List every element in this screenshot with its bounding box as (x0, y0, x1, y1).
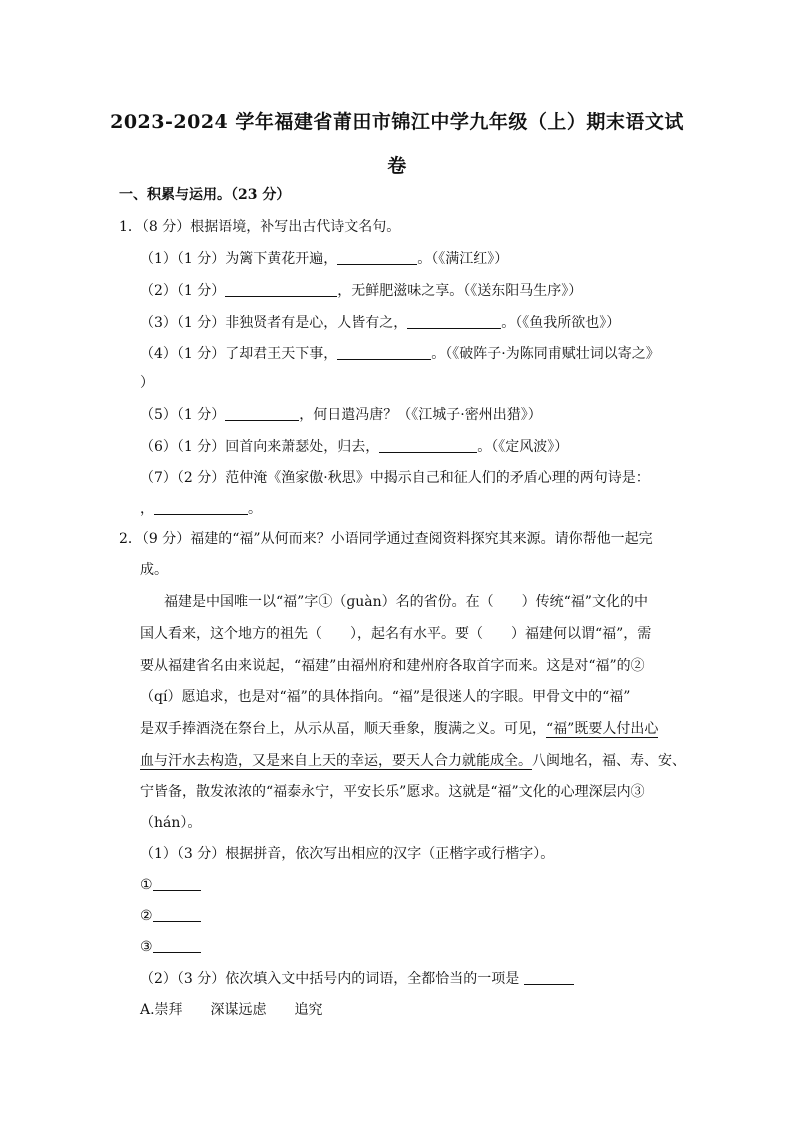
q1-item-4: （4）（1 分）了却君王天下事， 。（《破阵子·为陈同甫赋壮词以寄之》 (140, 346, 660, 362)
passage-line-5: 是双手捧酒浇在祭台上，从示从畐，顺天垂象，腹满之义。可见，“福”既要人付出心 (140, 721, 659, 737)
passage-line-8: （hán）。 (140, 815, 202, 831)
passage-line-3: 要从福建省名由来说起，“福建”由福州府和建州府各取首字而来。这是对“福”的② (140, 658, 645, 674)
underlined-sentence: 血与汗水去构造，又是来自上天的幸运，要天人合力就能成全。 (140, 753, 532, 769)
q1-item-3: （3）（1 分）非独贤者有是心，人皆有之， 。（《鱼我所欲也》） (140, 315, 621, 331)
answer-blank[interactable] (407, 314, 501, 329)
q1-item-7: （7）（2 分）范仲淹《渔家傲·秋思》中揭示自己和征人们的矛盾心理的两句诗是： (140, 470, 650, 486)
answer-blank[interactable] (153, 876, 201, 891)
q2-stem-line1: 2．（9 分）福建的“福”从何而来？小语同学通过查阅资料探究其来源。请你帮他一起完 (119, 531, 653, 547)
answer-blank[interactable] (153, 938, 201, 953)
char-blank-1: ① (140, 875, 201, 895)
passage-line-7: 宁皆备，散发浓浓的“福泰永宁，平安长乐”愿求。这就是“福”文化的心理深层内③ (140, 784, 645, 800)
answer-blank[interactable] (225, 406, 299, 421)
answer-blank[interactable] (379, 438, 477, 453)
passage-line-6: 血与汗水去构造，又是来自上天的幸运，要天人合力就能成全。八闽地名，福、寿、安、 (140, 753, 686, 769)
q2-sub-1: （1）（3 分）根据拼音，依次写出相应的汉字（正楷字或行楷字）。 (140, 846, 555, 862)
option-a[interactable]: A.崇拜 深谋远虑 追究 (140, 1002, 323, 1018)
q1-item-5: （5）（1 分） ，何日遣冯唐？（《江城子·密州出猎》） (140, 407, 542, 423)
char-blank-2: ② (140, 906, 201, 926)
answer-blank[interactable] (154, 500, 248, 515)
exam-title-line1: 2023-2024 学年福建省莆田市锦江中学九年级（上）期末语文试 (110, 111, 684, 133)
char-blank-3: ③ (140, 937, 201, 957)
answer-blank[interactable] (524, 970, 574, 985)
q1-item-4-cont: ） (140, 375, 154, 391)
q1-item-2: （2）（1 分） ，无鲜肥滋味之享。（《送东阳马生序》） (140, 283, 583, 299)
underlined-sentence: “福”既要人付出心 (546, 721, 659, 737)
section-heading: 一、积累与运用。（23 分） (119, 187, 291, 203)
q2-stem-line2: 成。 (140, 562, 168, 578)
exam-title (110, 100, 684, 188)
passage-line-4: （qí）愿追求，也是对“福”的具体指向。“福”是很迷人的字眼。甲骨文中的“福” (140, 689, 631, 705)
answer-blank[interactable] (337, 250, 417, 265)
q1-item-6: （6）（1 分）回首向来萧瑟处，归去， 。（《定风波》） (140, 439, 569, 455)
passage-line-2: 国人看来，这个地方的祖先（ ），起名有水平。要（ ）福建何以谓“福”，需 (140, 626, 652, 642)
q1-item-7-answer: ， 。 (140, 501, 262, 517)
passage-line-1: 福建是中国唯一以“福”字①（ɡuàn）名的省份。在（ ）传统“福”文化的中 (164, 594, 648, 610)
q1-item-1: （1）（1 分）为篱下黄花开遍， 。（《满江红》） (140, 251, 509, 267)
q1-stem: 1．（8 分）根据语境，补写出古代诗文名句。 (119, 219, 401, 235)
answer-blank[interactable] (225, 282, 337, 297)
answer-blank[interactable] (153, 907, 201, 922)
exam-title-line2: 卷 (387, 155, 407, 177)
answer-blank[interactable] (337, 345, 431, 360)
q2-sub-2: （2）（3 分）依次填入文中括号内的词语，全都恰当的一项是 (140, 969, 574, 989)
